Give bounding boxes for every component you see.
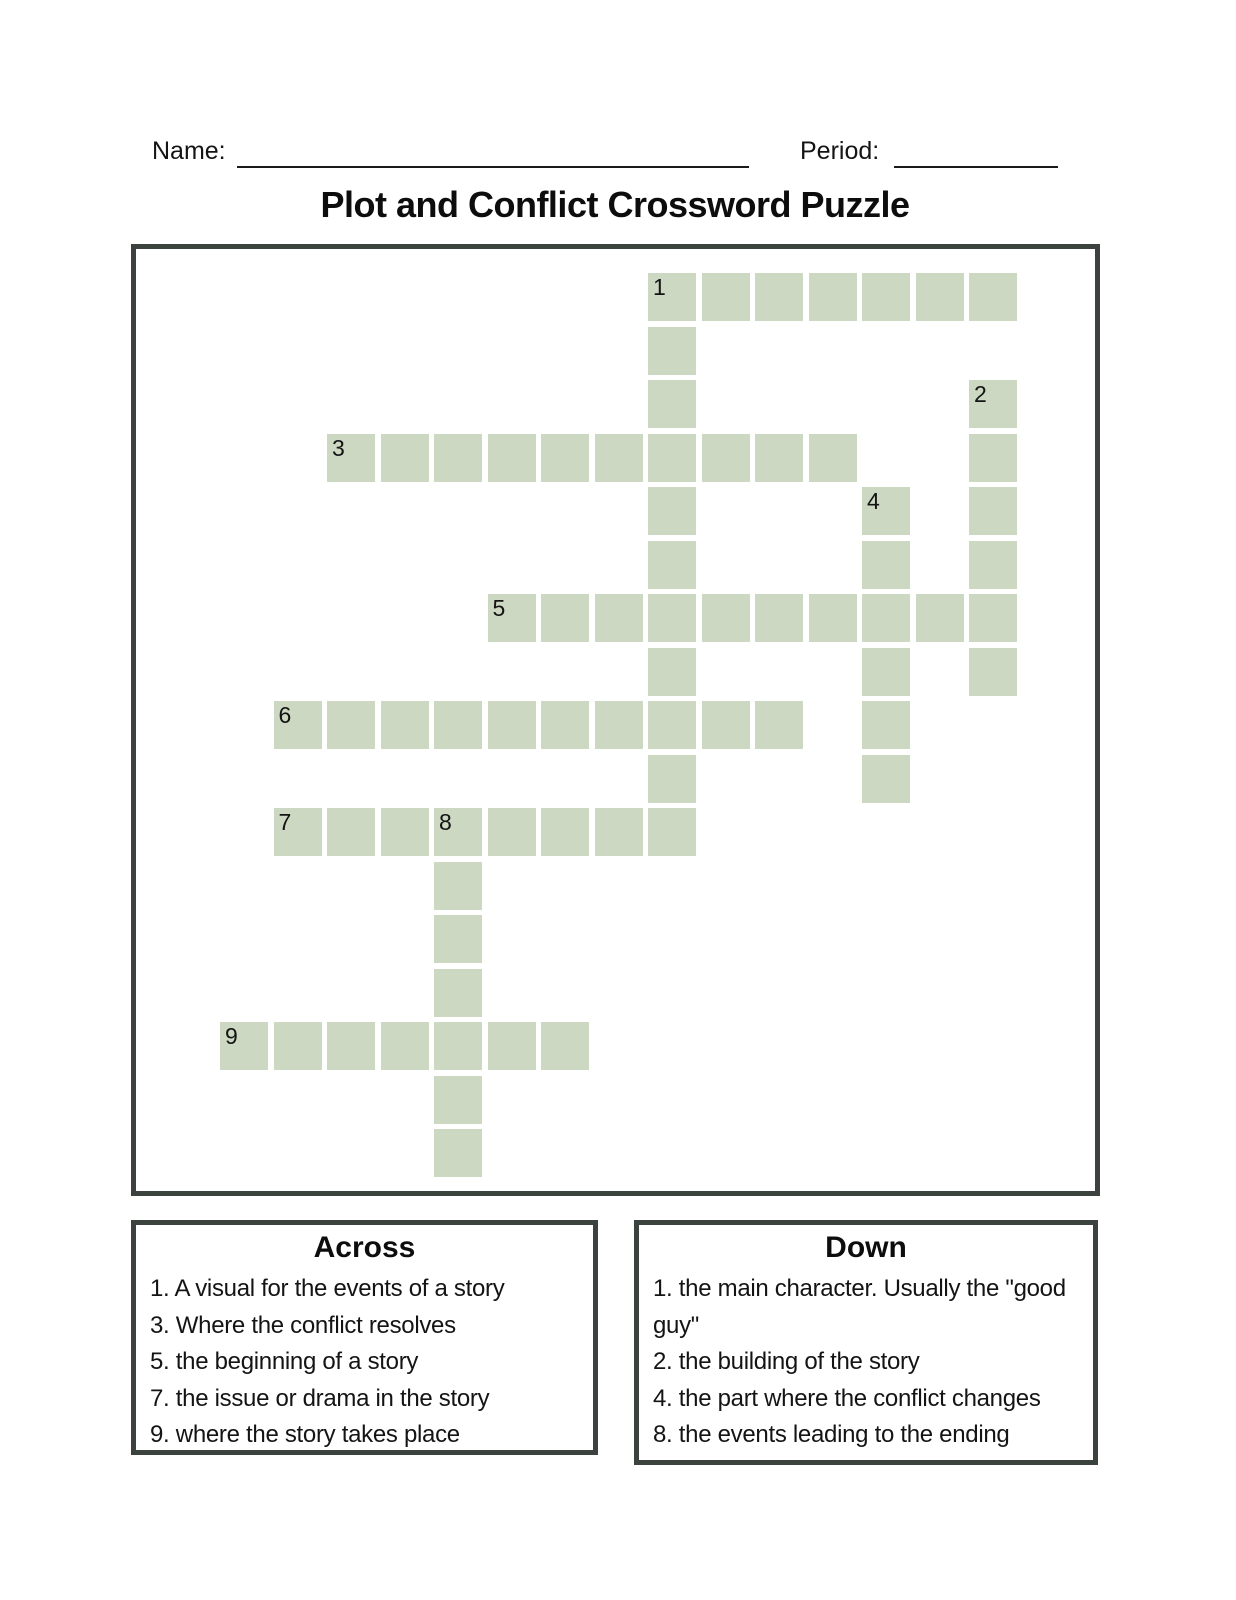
grid-cell (434, 1129, 482, 1177)
grid-cell (862, 701, 910, 749)
grid-cell (434, 1076, 482, 1124)
clue-text: Where the conflict resolves (169, 1311, 456, 1339)
grid-cell (969, 648, 1017, 696)
grid-cell (381, 701, 429, 749)
clue-number: 3. (150, 1311, 170, 1339)
grid-cell (648, 434, 696, 482)
grid-cell (541, 701, 589, 749)
grid-cell (595, 808, 643, 856)
grid-cell (648, 380, 696, 428)
clue-item (653, 1381, 1089, 1418)
grid-cell (969, 434, 1017, 482)
grid-cell (595, 434, 643, 482)
grid-cell (809, 434, 857, 482)
grid-cell (755, 273, 803, 321)
clue-number: 7. (150, 1384, 170, 1412)
grid-cell (702, 273, 750, 321)
grid-cell (648, 701, 696, 749)
name-label: Name: (152, 137, 226, 165)
grid-cell (434, 915, 482, 963)
grid-cell (969, 594, 1017, 642)
grid-cell (595, 594, 643, 642)
grid-cell (488, 1022, 536, 1070)
cell-number: 9 (225, 1023, 238, 1049)
period-label: Period: (800, 137, 880, 165)
grid-cell (862, 648, 910, 696)
grid-cell (434, 862, 482, 910)
grid-cell (862, 273, 910, 321)
crossword-grid (131, 244, 1100, 1196)
grid-cell (381, 434, 429, 482)
grid-cell (434, 701, 482, 749)
clue-number: 5. (150, 1348, 170, 1375)
grid-cell (274, 808, 322, 856)
grid-cell (648, 487, 696, 535)
grid-cell (648, 273, 696, 321)
clue-number: 4. (653, 1384, 673, 1412)
grid-cell (541, 434, 589, 482)
clue-number: 2. (653, 1348, 673, 1375)
grid-cell (434, 1022, 482, 1070)
grid-cell (595, 701, 643, 749)
grid-cell (434, 434, 482, 482)
grid-cell (809, 594, 857, 642)
clue-number: 9. (150, 1421, 170, 1448)
down-clues-box (634, 1220, 1098, 1465)
clue-item (653, 1417, 1089, 1454)
clue-text: the beginning of a story (169, 1348, 419, 1375)
across-clues-box (131, 1220, 598, 1455)
grid-cell (969, 487, 1017, 535)
grid-cell (862, 594, 910, 642)
grid-cell (488, 808, 536, 856)
cell-number: 6 (278, 702, 292, 728)
clue-text: the issue or drama in the story (169, 1384, 490, 1412)
cell-number: 8 (439, 809, 452, 835)
clue-item (150, 1344, 589, 1381)
grid-cell (381, 1022, 429, 1070)
clue-text: the part where the conflict changes (672, 1384, 1041, 1412)
grid-cell (969, 541, 1017, 589)
grid-cell (220, 1022, 268, 1070)
clue-item (150, 1417, 589, 1454)
grid-cell (648, 755, 696, 803)
grid-cell (488, 701, 536, 749)
grid-cell (916, 273, 964, 321)
clue-number: 1. (653, 1275, 673, 1302)
grid-cell (648, 541, 696, 589)
grid-cell (755, 701, 803, 749)
cell-number: 4 (867, 488, 880, 514)
clue-item (653, 1344, 1089, 1381)
grid-cell (755, 434, 803, 482)
grid-cell (809, 273, 857, 321)
cell-number: 1 (653, 274, 666, 300)
grid-cell (862, 487, 910, 535)
grid-cell (702, 434, 750, 482)
across-title: Across (313, 1231, 416, 1264)
grid-cell (541, 808, 589, 856)
grid-cell (648, 327, 696, 375)
clue-text: the building of the story (672, 1348, 920, 1375)
grid-cell (702, 594, 750, 642)
grid-cell (969, 273, 1017, 321)
down-title: Down (825, 1231, 907, 1264)
grid-cell (327, 701, 375, 749)
clue-item (150, 1271, 589, 1308)
grid-cell (327, 808, 375, 856)
grid-cell (434, 808, 482, 856)
cell-number: 5 (492, 595, 506, 621)
clue-text: the events leading to the ending (672, 1421, 1010, 1448)
down-clue-list (653, 1271, 1089, 1454)
period-underline (894, 166, 1058, 168)
clue-item (150, 1308, 589, 1345)
grid-cell (648, 594, 696, 642)
grid-cell (327, 434, 375, 482)
name-underline (237, 166, 749, 168)
grid-cell (755, 594, 803, 642)
clue-text: where the story takes place (169, 1421, 460, 1448)
cell-number: 7 (278, 809, 292, 835)
clue-text: the main character. Usually the "good guy" (653, 1275, 1066, 1339)
cell-number: 2 (974, 381, 987, 407)
clue-item (653, 1271, 1089, 1344)
grid-cell (381, 808, 429, 856)
grid-cell (541, 1022, 589, 1070)
grid-cell (274, 1022, 322, 1070)
grid-cell (541, 594, 589, 642)
cell-number: 3 (332, 434, 345, 461)
grid-cell (648, 808, 696, 856)
grid-cell (434, 969, 482, 1017)
clue-item (150, 1381, 589, 1418)
grid-cell (916, 594, 964, 642)
grid-cell (488, 434, 536, 482)
grid-cell (969, 380, 1017, 428)
grid-cell (862, 541, 910, 589)
grid-cell (327, 1022, 375, 1070)
grid-cell (648, 648, 696, 696)
grid-cell (862, 755, 910, 803)
grid-cell (702, 701, 750, 749)
clue-number: 1. (150, 1275, 170, 1302)
across-clue-list (150, 1271, 589, 1454)
grid-cell (274, 701, 322, 749)
page-title: Plot and Conflict Crossword Puzzle (320, 184, 910, 225)
grid-cell (488, 594, 536, 642)
clue-number: 8. (653, 1421, 673, 1448)
clue-text: A visual for the events of a story (169, 1275, 505, 1302)
